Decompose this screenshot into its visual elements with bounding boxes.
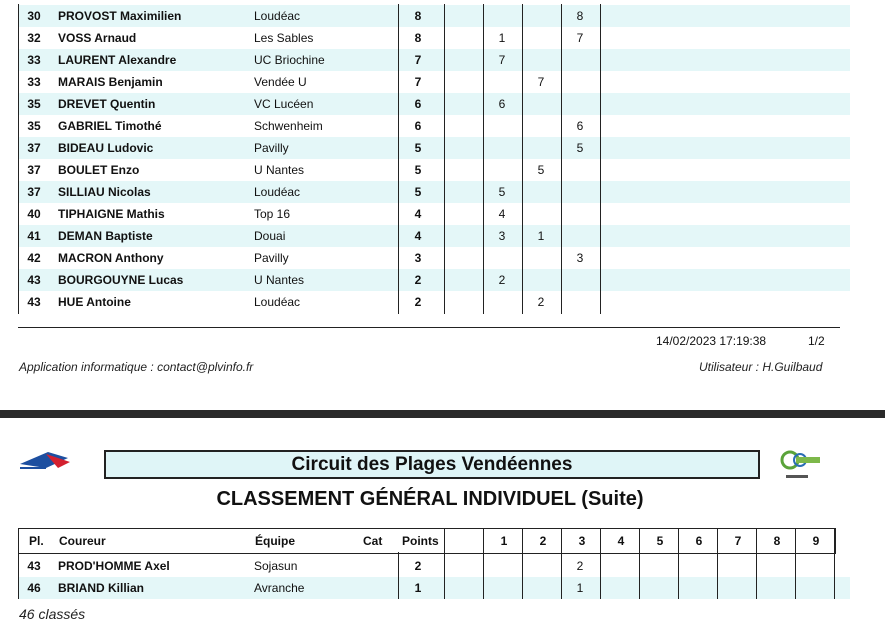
rank: 35 bbox=[27, 119, 41, 133]
column-divider bbox=[398, 552, 399, 599]
table-row bbox=[18, 93, 850, 115]
table-row bbox=[18, 27, 850, 49]
rider-name: VOSS Arnaud bbox=[58, 31, 137, 45]
rank: 35 bbox=[27, 97, 41, 111]
col-header-team: Équipe bbox=[255, 534, 296, 548]
rank: 33 bbox=[27, 75, 41, 89]
stage-3-points bbox=[560, 203, 600, 225]
column-divider bbox=[522, 4, 523, 314]
rider-name: LAURENT Alexandre bbox=[58, 53, 177, 67]
stage-3-points bbox=[560, 291, 600, 313]
table-header-row bbox=[18, 528, 836, 554]
rank: 43 bbox=[27, 559, 41, 573]
rider-name: PROVOST Maximilien bbox=[58, 9, 182, 23]
points: 8 bbox=[414, 9, 422, 23]
classification-title: CLASSEMENT GÉNÉRAL INDIVIDUEL (Suite) bbox=[216, 488, 644, 510]
points: 1 bbox=[414, 581, 422, 595]
stage-1-points bbox=[482, 159, 522, 181]
table-row bbox=[18, 137, 850, 159]
stage-1-points: 2 bbox=[498, 273, 506, 287]
col-header-stage-7: 7 bbox=[734, 534, 742, 548]
col-header-stage-5: 5 bbox=[656, 534, 664, 548]
stage-1-points: 3 bbox=[498, 229, 506, 243]
rank: 42 bbox=[27, 251, 41, 265]
col-header-stage-8: 8 bbox=[773, 534, 781, 548]
team-name: Avranche bbox=[254, 581, 305, 595]
stage-1-points: 4 bbox=[498, 207, 506, 221]
col-header-cat: Cat bbox=[363, 534, 383, 548]
rank: 30 bbox=[27, 9, 41, 23]
points: 8 bbox=[414, 31, 422, 45]
stage-3-points: 7 bbox=[576, 31, 584, 45]
table-border-left bbox=[18, 4, 19, 314]
rank: 37 bbox=[27, 163, 41, 177]
stage-1-points bbox=[482, 291, 522, 313]
points: 4 bbox=[414, 229, 422, 243]
print-timestamp: 14/02/2023 17:19:38 bbox=[656, 334, 767, 348]
column-divider bbox=[756, 528, 757, 599]
table-row bbox=[18, 203, 850, 225]
stage-1-points bbox=[482, 71, 522, 93]
points: 2 bbox=[414, 559, 422, 573]
rider-name: PROD'HOMME Axel bbox=[58, 559, 170, 573]
column-divider bbox=[522, 528, 523, 599]
stage-2-points bbox=[521, 269, 561, 291]
rank: 43 bbox=[27, 295, 41, 309]
stage-1-points bbox=[482, 137, 522, 159]
stage-2-points bbox=[521, 93, 561, 115]
team-name: Les Sables bbox=[254, 31, 314, 45]
stage-2-points bbox=[521, 203, 561, 225]
stage-3-points bbox=[560, 159, 600, 181]
column-divider bbox=[444, 528, 445, 599]
rider-name: MARAIS Benjamin bbox=[58, 75, 163, 89]
team-name: Douai bbox=[254, 229, 286, 243]
stage-1-points bbox=[482, 247, 522, 269]
stage-3-points: 2 bbox=[576, 559, 584, 573]
column-divider bbox=[561, 528, 562, 599]
points: 5 bbox=[414, 163, 422, 177]
table-row bbox=[18, 159, 850, 181]
points: 5 bbox=[414, 185, 422, 199]
stage-3-points bbox=[560, 49, 600, 71]
rider-name: TIPHAIGNE Mathis bbox=[58, 207, 165, 221]
points: 2 bbox=[414, 273, 422, 287]
table-bottom-rule bbox=[18, 327, 840, 328]
team-name: Loudéac bbox=[254, 185, 301, 199]
stage-1-points: 6 bbox=[498, 97, 506, 111]
table-row bbox=[18, 225, 850, 247]
stage-1-points: 7 bbox=[498, 53, 506, 67]
team-name: Vendée U bbox=[254, 75, 307, 89]
team-name: Loudéac bbox=[254, 9, 301, 23]
rider-name: MACRON Anthony bbox=[58, 251, 164, 265]
col-header-rider: Coureur bbox=[59, 534, 106, 548]
stage-2-points: 5 bbox=[537, 163, 545, 177]
table-row bbox=[18, 291, 850, 313]
column-divider bbox=[795, 528, 796, 599]
table-row bbox=[18, 555, 834, 577]
stage-2-points bbox=[521, 5, 561, 27]
points: 2 bbox=[414, 295, 422, 309]
column-divider bbox=[639, 528, 640, 599]
column-divider bbox=[444, 4, 445, 314]
points: 3 bbox=[414, 251, 422, 265]
column-divider bbox=[717, 528, 718, 599]
stage-3-points: 8 bbox=[576, 9, 584, 23]
stage-2-points bbox=[521, 137, 561, 159]
team-name: Loudéac bbox=[254, 295, 301, 309]
team-name: Pavilly bbox=[254, 141, 289, 155]
col-header-stage-6: 6 bbox=[695, 534, 703, 548]
rank: 33 bbox=[27, 53, 41, 67]
rider-name: GABRIEL Timothé bbox=[58, 119, 162, 133]
col-header-pl: Pl. bbox=[29, 534, 44, 548]
column-divider bbox=[600, 4, 601, 314]
stage-2-points bbox=[521, 247, 561, 269]
col-header-points: Points bbox=[402, 534, 439, 548]
stage-3-points bbox=[560, 93, 600, 115]
rider-name: BOULET Enzo bbox=[58, 163, 140, 177]
sponsor-logo bbox=[776, 448, 824, 482]
table-border-right bbox=[834, 528, 835, 599]
table-row bbox=[18, 5, 850, 27]
team-name: VC Lucéen bbox=[254, 97, 314, 111]
col-header-stage-2: 2 bbox=[539, 534, 547, 548]
team-name: Top 16 bbox=[254, 207, 291, 221]
rider-name: DREVET Quentin bbox=[58, 97, 156, 111]
rider-name: BRIAND Killian bbox=[58, 581, 145, 595]
stage-2-points bbox=[521, 181, 561, 203]
team-name: Pavilly bbox=[254, 251, 289, 265]
rider-name: SILLIAU Nicolas bbox=[58, 185, 151, 199]
stage-3-points bbox=[560, 181, 600, 203]
rank: 37 bbox=[27, 185, 41, 199]
stage-3-points: 6 bbox=[576, 119, 584, 133]
rider-name: HUE Antoine bbox=[58, 295, 131, 309]
stage-3-points: 1 bbox=[576, 581, 584, 595]
rank: 37 bbox=[27, 141, 41, 155]
stage-2-points bbox=[521, 115, 561, 137]
stage-1-points: 1 bbox=[498, 31, 506, 45]
stage-3-points: 5 bbox=[576, 141, 584, 155]
points: 7 bbox=[414, 75, 422, 89]
stage-2-points: 1 bbox=[537, 229, 545, 243]
rider-name: BOURGOUYNE Lucas bbox=[58, 273, 184, 287]
ranked-count: 46 classés bbox=[19, 606, 86, 622]
table-row bbox=[18, 181, 850, 203]
rank: 40 bbox=[27, 207, 41, 221]
rank: 46 bbox=[27, 581, 41, 595]
team-name: U Nantes bbox=[254, 273, 305, 287]
points: 6 bbox=[414, 97, 422, 111]
stage-3-points: 3 bbox=[576, 251, 584, 265]
col-header-stage-1: 1 bbox=[500, 534, 508, 548]
stage-1-points bbox=[482, 5, 522, 27]
team-name: U Nantes bbox=[254, 163, 305, 177]
table-row bbox=[18, 49, 850, 71]
team-name: Schwenheim bbox=[254, 119, 323, 133]
column-divider bbox=[398, 4, 399, 314]
rank: 32 bbox=[27, 31, 41, 45]
rank: 43 bbox=[27, 273, 41, 287]
user-label: Utilisateur : H.Guilbaud bbox=[699, 360, 823, 374]
col-header-stage-4: 4 bbox=[617, 534, 625, 548]
rank: 41 bbox=[27, 229, 41, 243]
page-number: 1/2 bbox=[808, 334, 825, 348]
stage-2-points: 7 bbox=[537, 75, 545, 89]
event-title: Circuit des Plages Vendéennes bbox=[104, 450, 760, 479]
stage-1-points: 5 bbox=[498, 185, 506, 199]
points: 6 bbox=[414, 119, 422, 133]
stage-2-points: 2 bbox=[537, 295, 545, 309]
col-header-stage-9: 9 bbox=[812, 534, 820, 548]
stage-3-points bbox=[560, 269, 600, 291]
points: 5 bbox=[414, 141, 422, 155]
column-divider bbox=[600, 528, 601, 599]
column-divider bbox=[483, 4, 484, 314]
points: 4 bbox=[414, 207, 422, 221]
col-header-stage-3: 3 bbox=[578, 534, 586, 548]
stage-2-points bbox=[521, 49, 561, 71]
column-divider bbox=[678, 528, 679, 599]
table-border-left bbox=[18, 528, 19, 599]
column-divider bbox=[483, 528, 484, 599]
stage-3-points bbox=[560, 71, 600, 93]
page-separator bbox=[0, 410, 885, 418]
stage-2-points bbox=[521, 27, 561, 49]
rider-name: BIDEAU Ludovic bbox=[58, 141, 154, 155]
team-name: Sojasun bbox=[254, 559, 298, 573]
rider-name: DEMAN Baptiste bbox=[58, 229, 153, 243]
column-divider bbox=[561, 4, 562, 314]
table-row bbox=[18, 247, 850, 269]
table-row bbox=[18, 577, 850, 599]
team-name: UC Briochine bbox=[254, 53, 325, 67]
table-row bbox=[18, 71, 850, 93]
table-row bbox=[18, 115, 850, 137]
app-contact: Application informatique : contact@plvinfo.fr bbox=[19, 360, 254, 374]
points: 7 bbox=[414, 53, 422, 67]
stage-3-points bbox=[560, 225, 600, 247]
federation-logo bbox=[18, 448, 72, 472]
stage-1-points bbox=[482, 115, 522, 137]
table-row bbox=[18, 269, 850, 291]
